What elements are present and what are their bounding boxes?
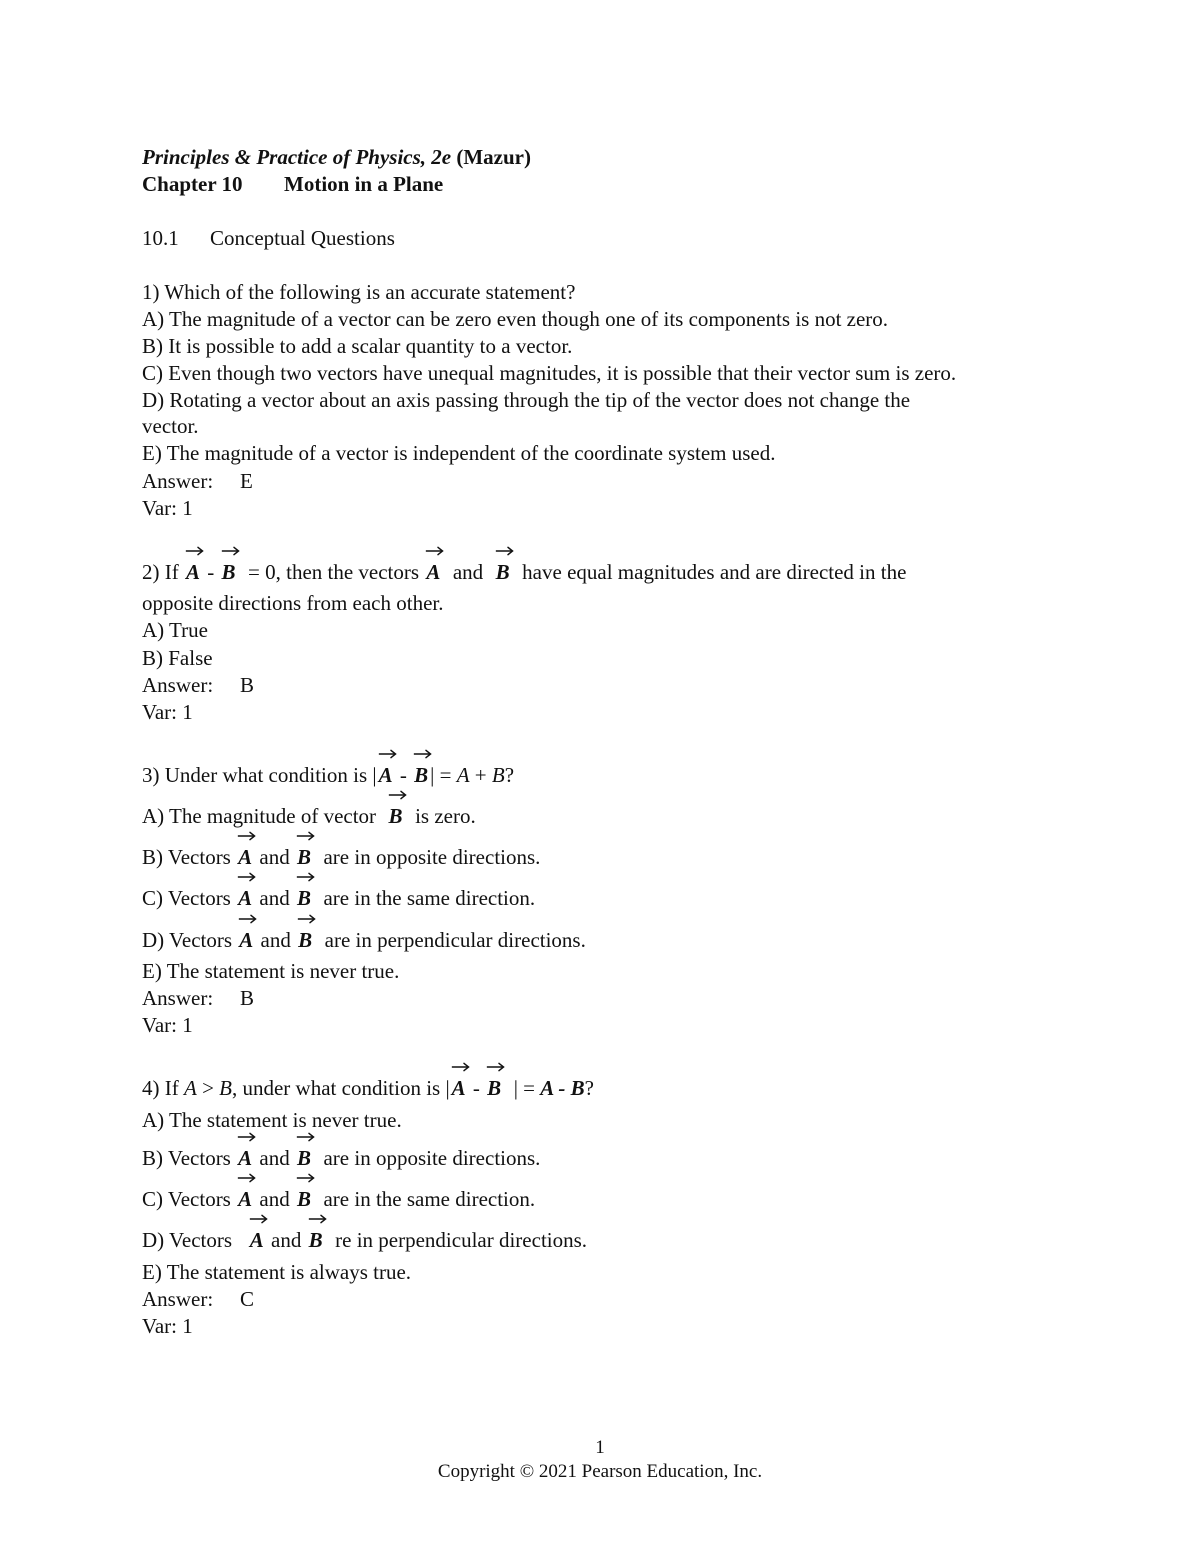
vector-b: B (295, 1145, 313, 1171)
q2-option-b: B) False (142, 646, 213, 670)
option-text: A) The magnitude of vector (142, 804, 377, 828)
option-letter: C) (142, 886, 163, 910)
vector-arrow-icon (185, 545, 205, 557)
vector-a: A (184, 559, 202, 585)
and-word: and (259, 1146, 290, 1170)
q1-option-e: E) The magnitude of a vector is independent of the coordinate system used. (142, 441, 776, 465)
q4-option-c (142, 1186, 535, 1212)
q3-stem (142, 762, 514, 788)
q4-rhs: A - B (540, 1076, 585, 1100)
q4-answer (142, 1286, 254, 1312)
vector-b: B (494, 559, 512, 585)
q2-answer (142, 672, 254, 698)
book-author: (Mazur) (456, 145, 531, 169)
vector-arrow-icon (237, 1172, 257, 1184)
q3-option-c (142, 885, 535, 911)
book-title-line (142, 144, 531, 170)
q4-option-d (142, 1227, 587, 1253)
vector-b: B (387, 803, 405, 829)
q4-stem (142, 1075, 594, 1101)
q4-prefix: 4) If (142, 1076, 184, 1100)
vector-a: A (236, 1186, 254, 1212)
option-text: is zero. (415, 804, 476, 828)
q1-option-a: A) The magnitude of a vector can be zero even though one of its components is not zero. (142, 307, 889, 331)
vector-arrow-icon (237, 830, 257, 842)
vector-b: B (296, 927, 314, 953)
option-letter: B) (142, 1146, 163, 1170)
vector-a: A (237, 927, 255, 953)
answer-label: Answer: (142, 1287, 214, 1311)
vector-arrow-icon (425, 545, 445, 557)
q2-equals-zero: = 0, then the vectors (248, 560, 420, 584)
greater-than: > (196, 1076, 220, 1100)
and-word: and (259, 1187, 290, 1211)
q2-var: Var: 1 (142, 700, 193, 724)
q1-answer (142, 468, 253, 494)
chapter-title: Motion in a Plane (284, 172, 444, 196)
vector-arrow-icon (378, 748, 398, 760)
vector-arrow-icon (221, 545, 241, 557)
answer-label: Answer: (142, 673, 214, 697)
question-mark: ? (504, 763, 515, 787)
vector-arrow-icon (413, 748, 433, 760)
section-number: 10.1 (142, 226, 179, 250)
q2-stem (142, 559, 906, 585)
q3-option-e: E) The statement is never true. (142, 959, 400, 983)
answer-value: B (240, 673, 255, 697)
q1-option-d-continued: vector. (142, 414, 199, 438)
q1-option-c: C) Even though two vectors have unequal magnitudes, it is possible that their vector sum is zero. (142, 361, 957, 385)
vector-b: B (295, 1186, 313, 1212)
chapter-label: Chapter 10 (142, 172, 243, 196)
option-text: are in perpendicular directions. (324, 928, 586, 952)
q3-prefix: 3) Under what condition is | (142, 763, 377, 787)
section-heading (142, 225, 395, 251)
option-letter: C) (142, 1187, 163, 1211)
vector-a: A (377, 762, 395, 788)
symbol-b: B (491, 763, 505, 787)
vectors-word: Vectors (169, 928, 233, 952)
vector-arrow-icon (388, 789, 408, 801)
q3-option-b (142, 844, 540, 870)
and-word: and (260, 928, 291, 952)
vectors-word: Vectors (167, 1146, 231, 1170)
option-text: are in the same direction. (323, 886, 536, 910)
q4-option-e: E) The statement is always true. (142, 1260, 412, 1284)
answer-value: E (240, 469, 253, 493)
vector-a: A (248, 1227, 266, 1253)
vector-a: A (424, 559, 442, 585)
q2-stem-continued: opposite directions from each other. (142, 591, 444, 615)
vector-a: A (236, 1145, 254, 1171)
and-word: and (452, 560, 484, 584)
option-letter: B) (142, 845, 163, 869)
q1-stem: 1) Which of the following is an accurate statement? (142, 280, 576, 304)
answer-value: C (240, 1287, 255, 1311)
option-text: are in the same direction. (323, 1187, 536, 1211)
question-mark: ? (584, 1076, 594, 1100)
minus-sign: - (472, 1076, 480, 1100)
q4-option-b (142, 1145, 540, 1171)
vector-arrow-icon (296, 1172, 316, 1184)
answer-label: Answer: (142, 469, 214, 493)
and-word: and (259, 845, 290, 869)
q3-var: Var: 1 (142, 1013, 193, 1037)
vectors-word: Vectors (167, 845, 231, 869)
q3-answer (142, 985, 254, 1011)
section-title: Conceptual Questions (210, 226, 395, 250)
vector-arrow-icon (297, 913, 317, 925)
q1-option-b: B) It is possible to add a scalar quantity to a vector. (142, 334, 573, 358)
vector-arrow-icon (451, 1061, 471, 1073)
q1-var: Var: 1 (142, 496, 193, 520)
plus-sign: + (469, 763, 492, 787)
symbol-a: A (183, 1076, 197, 1100)
vectors-word: Vectors (167, 886, 231, 910)
vectors-word: Vectors (169, 1228, 233, 1252)
q3-option-a (142, 803, 476, 829)
vector-b: B (412, 762, 430, 788)
copyright-notice: Copyright © 2021 Pearson Education, Inc. (437, 1461, 763, 1482)
vector-b: B (220, 559, 238, 585)
q2-tail: have equal magnitudes and are directed in the (522, 560, 907, 584)
minus-sign: - (207, 560, 215, 584)
vector-b: B (485, 1075, 503, 1101)
q1-option-d: D) Rotating a vector about an axis passing through the tip of the vector does not change the (142, 388, 911, 412)
and-word: and (271, 1228, 302, 1252)
book-title: Principles & Practice of Physics, 2e (142, 145, 452, 169)
answer-label: Answer: (142, 986, 214, 1010)
q2-prefix: 2) If (142, 560, 179, 584)
vector-arrow-icon (495, 545, 515, 557)
vector-a: A (236, 844, 254, 870)
and-word: and (259, 886, 290, 910)
vector-b: B (307, 1227, 325, 1253)
option-letter: D) (142, 1228, 165, 1252)
symbol-b: B (219, 1076, 232, 1100)
q4-bar-equals: | = (513, 1076, 541, 1100)
page-number: 1 (595, 1437, 605, 1458)
vector-a: A (236, 885, 254, 911)
q2-option-a: A) True (142, 618, 208, 642)
q3-bar-equals: | = (430, 763, 457, 787)
vector-arrow-icon (237, 1131, 257, 1143)
vector-arrow-icon (237, 871, 257, 883)
vector-arrow-icon (238, 913, 258, 925)
vectors-word: Vectors (167, 1187, 231, 1211)
q4-option-a: A) The statement is never true. (142, 1108, 402, 1132)
vector-arrow-icon (296, 871, 316, 883)
vector-arrow-icon (486, 1061, 506, 1073)
vector-arrow-icon (296, 830, 316, 842)
option-letter: D) (142, 928, 165, 952)
vector-arrow-icon (308, 1213, 328, 1225)
option-text: are in opposite directions. (323, 845, 541, 869)
vector-arrow-icon (296, 1131, 316, 1143)
option-text: re in perpendicular directions. (335, 1228, 588, 1252)
minus-sign: - (399, 763, 407, 787)
chapter-heading (142, 171, 443, 197)
q3-option-d (142, 927, 586, 953)
symbol-a: A (456, 763, 470, 787)
vector-arrow-icon (249, 1213, 269, 1225)
q4-mid: , under what condition is | (231, 1076, 450, 1100)
answer-value: B (240, 986, 255, 1010)
vector-a: A (450, 1075, 468, 1101)
q4-var: Var: 1 (142, 1314, 193, 1338)
vector-b: B (295, 885, 313, 911)
option-text: are in opposite directions. (323, 1146, 541, 1170)
vector-b: B (295, 844, 313, 870)
